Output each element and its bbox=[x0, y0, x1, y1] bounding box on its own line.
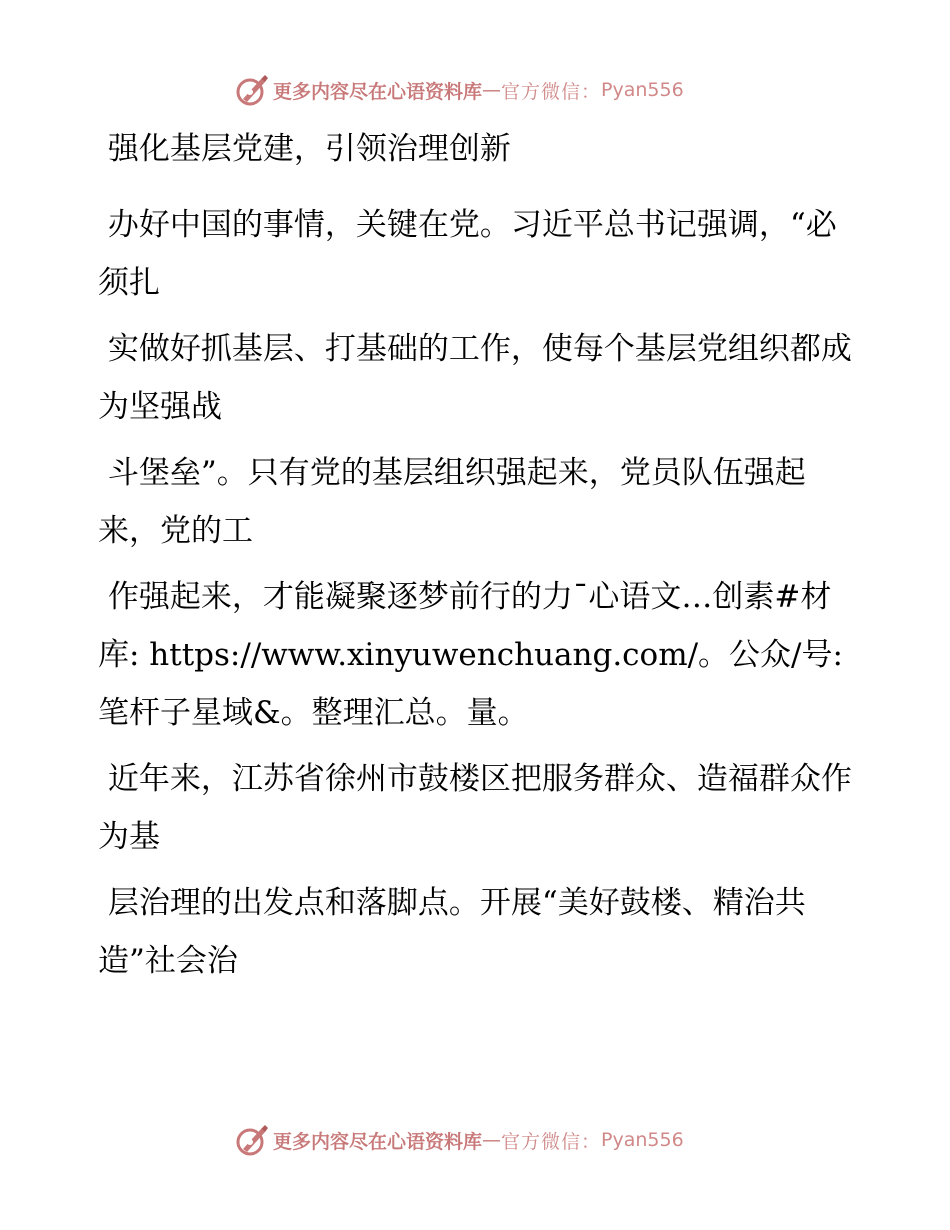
document-body bbox=[98, 120, 858, 998]
pen-logo-icon bbox=[235, 73, 269, 107]
paragraph: 层治理的出发点和落脚点。开展“美好鼓楼、精治共造”社会治 bbox=[98, 885, 806, 979]
banner-separator: — bbox=[482, 79, 502, 101]
document-title: 强化基层党建，引领治理创新 bbox=[98, 131, 511, 167]
banner-wechat-label: 官方微信： bbox=[501, 80, 602, 103]
banner-separator: — bbox=[482, 1129, 502, 1151]
banner-site-name: 更多内容尽在心语资料库 bbox=[273, 1130, 483, 1153]
header-banner bbox=[235, 73, 684, 107]
banner-wechat-label: 官方微信： bbox=[501, 1130, 602, 1153]
paragraph: 实做好抓基层、打基础的工作，使每个基层党组织都成为坚强战 bbox=[98, 331, 852, 425]
banner-wechat-id: Pyan556 bbox=[601, 79, 684, 101]
paragraph: 斗堡垒”。只有党的基层组织强起来，党员队伍强起来，党的工 bbox=[98, 455, 806, 549]
banner-wechat-id: Pyan556 bbox=[601, 1129, 684, 1151]
pen-logo-icon bbox=[235, 1123, 269, 1157]
paragraph: 作强起来，才能凝聚逐梦前行的力¯心语文…创素#材库: https://www.xinyuwenchuang.com/。公众/号: 笔杆子星域&。整理汇总。量。 bbox=[98, 579, 853, 731]
paragraph: 近年来，江苏省徐州市鼓楼区把服务群众、造福群众作为基 bbox=[98, 761, 852, 855]
paragraph: 办好中国的事情，关键在党。习近平总书记强调，“必须扎 bbox=[98, 207, 837, 301]
banner-site-name: 更多内容尽在心语资料库 bbox=[273, 80, 483, 103]
footer-banner bbox=[235, 1123, 684, 1157]
